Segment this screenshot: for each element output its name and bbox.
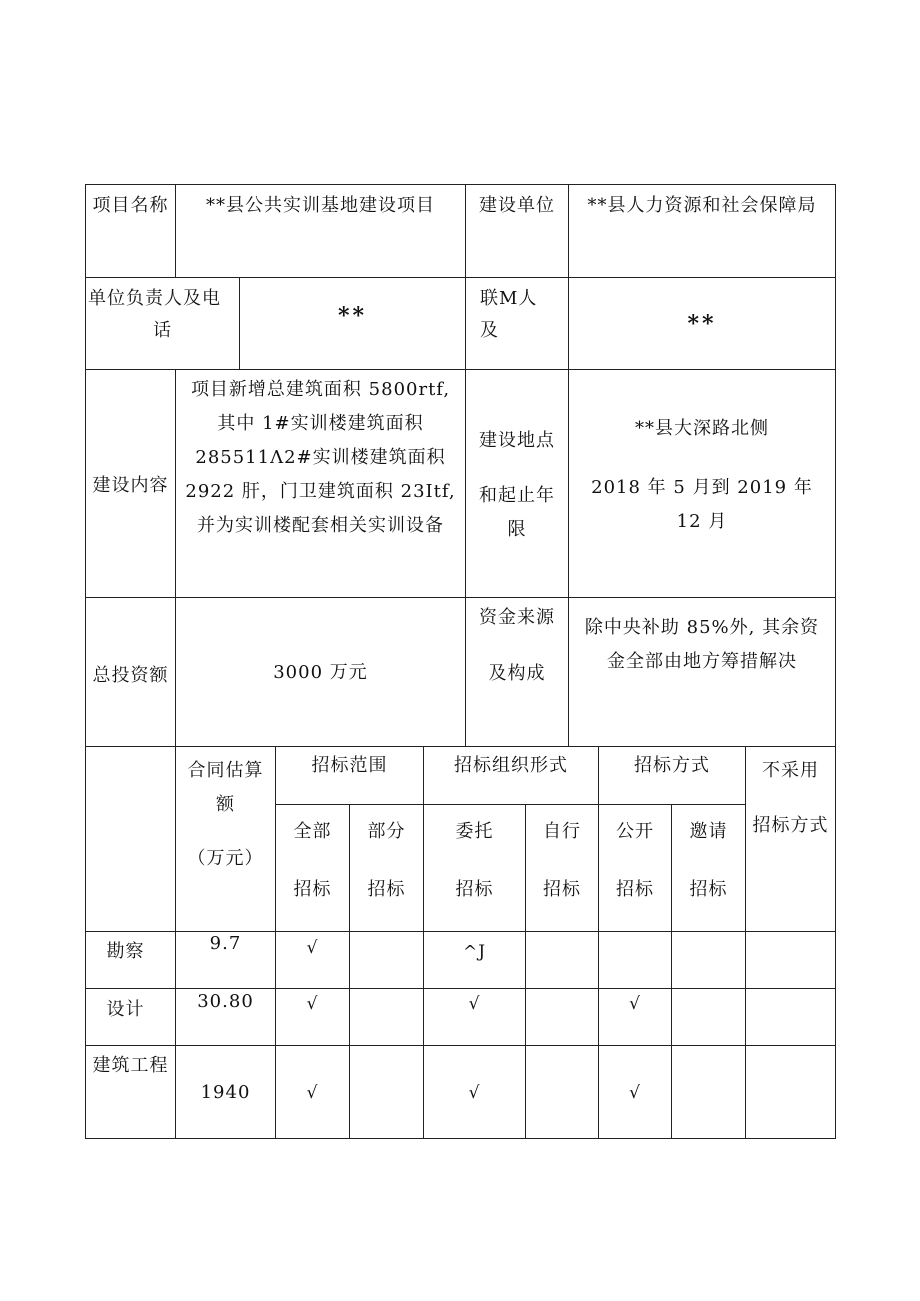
construction-unit: **县人力资源和社会保障局 (587, 195, 817, 216)
label-contact-line1: 联M人 (480, 288, 538, 309)
bid-row-survey-all: √ (306, 938, 319, 958)
content-line-2: 其中 1#实训楼建筑面积 (217, 413, 424, 434)
header-invite-bid-line2: 招标 (689, 879, 728, 900)
header-bid-scope: 招标范围 (311, 755, 388, 776)
content-line-1: 项目新增总建筑面积 5800rtf, (190, 379, 451, 400)
label-construction-unit: 建设单位 (479, 195, 555, 216)
header-invite-bid-line1: 邀请 (689, 821, 728, 842)
label-unit-person-line2: 话 (153, 320, 172, 341)
label-project-name: 项目名称 (92, 195, 169, 216)
header-all-bid-line1: 全部 (293, 821, 332, 842)
bid-row-design-name: 设计 (106, 999, 145, 1020)
label-site-line1: 建设地点 (479, 430, 555, 451)
period-line2: 12 月 (676, 511, 728, 532)
header-bid-method: 招标方式 (634, 755, 710, 776)
header-self-bid-line2: 招标 (543, 879, 581, 900)
header-part-bid-line2: 招标 (367, 879, 406, 900)
bid-row-construction-name: 建筑工程 (92, 1055, 169, 1076)
header-open-bid-line1: 公开 (616, 821, 654, 842)
label-unit-person-line1: 单位负责人及电 (88, 288, 221, 309)
bid-row-construction-amount: 1940 (200, 1082, 251, 1103)
period-line1: 2018 年 5 月到 2019 年 (591, 477, 813, 498)
contact-value: ** (687, 311, 717, 337)
header-part-bid-line1: 部分 (367, 821, 406, 842)
label-fund-source-line2: 及构成 (488, 663, 546, 684)
content-line-3: 285511Λ2#实训楼建筑面积 (195, 447, 446, 468)
bid-row-design-entrust: √ (468, 994, 481, 1014)
fund-source-line2: 金全部由地方筹措解决 (607, 651, 797, 672)
label-total-investment: 总投资额 (92, 665, 169, 686)
project-name: **县公共实训基地建设项目 (206, 195, 435, 216)
content-line-5: 并为实训楼配套相关实训设备 (197, 515, 444, 536)
header-estimate-line2: 额 (216, 794, 235, 815)
site-value: **县大深路北侧 (635, 418, 769, 439)
bid-row-survey-name: 勘察 (106, 941, 145, 962)
unit-person-value: ** (337, 303, 367, 329)
label-contact-line2: 及 (480, 320, 499, 341)
header-estimate-line3: （万元） (187, 848, 264, 869)
label-site-line2: 和起止年 (479, 485, 555, 506)
bid-row-construction-all: √ (306, 1083, 319, 1103)
header-open-bid-line2: 招标 (616, 879, 654, 900)
header-estimate-line1: 合同估算 (187, 760, 264, 781)
content-line-4: 2922 肝，门卫建筑面积 23Itf, (185, 481, 456, 502)
header-entrust-bid-line1: 委托 (455, 821, 494, 842)
label-site-line3: 限 (507, 519, 527, 540)
header-bid-organization: 招标组织形式 (454, 755, 568, 776)
bid-row-survey-amount: 9.7 (209, 933, 242, 954)
header-entrust-bid-line2: 招标 (455, 879, 494, 900)
header-no-bid-line1: 不采用 (762, 760, 819, 781)
bid-row-survey-entrust: ^J (462, 942, 487, 962)
header-all-bid-line2: 招标 (293, 879, 332, 900)
bid-row-design-all: √ (306, 994, 319, 1014)
fund-source-line1: 除中央补助 85%外, 其余资 (584, 617, 820, 638)
bid-row-design-open: √ (629, 994, 641, 1014)
total-investment: 3000 万元 (273, 662, 368, 683)
header-no-bid-line2: 招标方式 (752, 815, 829, 836)
bid-row-design-amount: 30.80 (197, 991, 254, 1012)
bid-row-construction-open: √ (629, 1083, 641, 1103)
header-self-bid-line1: 自行 (543, 821, 581, 842)
bid-row-construction-entrust: √ (468, 1083, 481, 1103)
label-construction-content: 建设内容 (92, 475, 169, 496)
label-fund-source-line1: 资金来源 (479, 607, 555, 628)
